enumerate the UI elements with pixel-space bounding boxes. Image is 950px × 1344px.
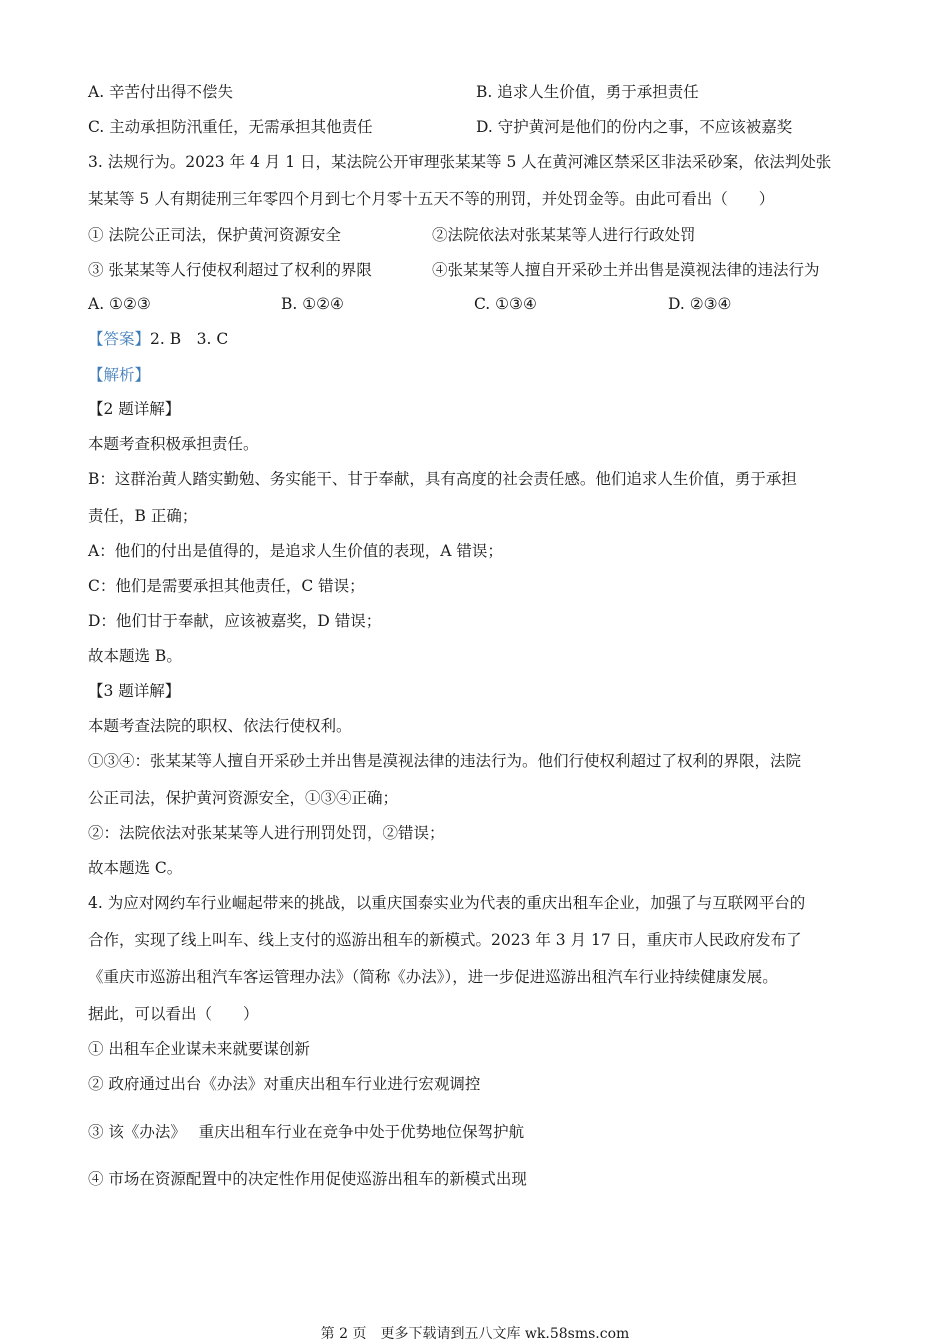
q4-item-2: ② 政府通过出台《办法》对重庆出租车行业进行宏观调控 <box>88 1075 481 1093</box>
q3-detail-line3: 公正司法，保护黄河资源安全，①③④正确； <box>88 789 399 807</box>
q3-item-2: ②法院依法对张某某等人进行行政处罚 <box>432 226 696 244</box>
q3-option-a: A. ①②③ <box>88 295 151 313</box>
q4-item-4: ④ 市场在资源配置中的决定性作用促使巡游出租车的新模式出现 <box>88 1170 527 1188</box>
q2-option-a: A. 辛苦付出得不偿失 <box>88 83 234 101</box>
q3-detail-line5: 故本题选 C。 <box>88 859 183 877</box>
answer-label: 【答案】 <box>88 330 151 348</box>
q2-detail-line3: 责任，B 正确； <box>88 507 198 525</box>
q4-stem-line1: 4. 为应对网约车行业崛起带来的挑战，以重庆国泰实业为代表的重庆出租车企业，加强了与互联网平台的 <box>88 894 806 912</box>
q3-detail-line1: 本题考查法院的职权、依法行使权利。 <box>88 717 352 735</box>
q2-detail-heading: 【2 题详解】 <box>88 400 181 418</box>
q4-stem-line4: 据此，可以看出（ ） <box>88 1005 259 1023</box>
q2-detail-line7: 故本题选 B。 <box>88 647 182 665</box>
q3-detail-line4: ②：法院依法对张某某等人进行刑罚处罚，②错误； <box>88 824 445 842</box>
answer-value: 2. B 3. C <box>150 330 229 348</box>
q3-stem-line2: 某某等 5 人有期徒刑三年零四个月到七个月零十五天不等的刑罚，并处罚金等。由此可看出（ ） <box>88 190 775 208</box>
q3-detail-heading: 【3 题详解】 <box>88 682 181 700</box>
q2-option-d: D. 守护黄河是他们的份内之事，不应该被嘉奖 <box>476 118 793 136</box>
q3-option-d: D. ②③④ <box>668 295 732 313</box>
q4-item-3: ③ 该《办法》 重庆出租车行业在竞争中处于优势地位保驾护航 <box>88 1123 525 1141</box>
answer-line <box>88 329 228 349</box>
q3-stem-line1: 3. 法规行为。2023 年 4 月 1 日，某法院公开审理张某某等 5 人在黄河滩区禁采区非法采砂案，依法判处张 <box>88 153 832 171</box>
q4-item-1: ① 出租车企业谋未来就要谋创新 <box>88 1040 310 1058</box>
q2-detail-line5: C：他们是需要承担其他责任，C 错误； <box>88 577 365 595</box>
q2-detail-line6: D：他们甘于奉献，应该被嘉奖，D 错误； <box>88 612 382 630</box>
q3-item-3: ③ 张某某等人行使权利超过了权利的界限 <box>88 261 372 279</box>
q3-item-4: ④张某某等人擅自开采砂土并出售是漠视法律的违法行为 <box>432 261 820 279</box>
q4-stem-line3: 《重庆市巡游出租汽车客运管理办法》（简称《办法》），进一步促进巡游出租汽车行业持续健康发展。 <box>88 968 778 986</box>
page-footer: 第 2 页 更多下载请到五八文库 wk.58sms.com <box>320 1326 630 1342</box>
q2-option-b: B. 追求人生价值，勇于承担责任 <box>476 83 699 101</box>
q2-option-c: C. 主动承担防汛重任，无需承担其他责任 <box>88 118 373 136</box>
q4-stem-line2: 合作，实现了线上叫车、线上支付的巡游出租车的新模式。2023 年 3 月 17 日，重庆市人民政府发布了 <box>88 931 802 949</box>
q2-detail-line4: A：他们的付出是值得的，是追求人生价值的表现，A 错误； <box>88 542 503 560</box>
q3-option-b: B. ①②④ <box>281 295 344 313</box>
q3-item-1: ① 法院公正司法，保护黄河资源安全 <box>88 226 341 244</box>
analysis-label: 【解析】 <box>88 366 151 384</box>
q2-detail-line2: B：这群治黄人踏实勤勉、务实能干、甘于奉献，具有高度的社会责任感。他们追求人生价值，勇于承担 <box>88 470 797 488</box>
q2-detail-line1: 本题考查积极承担责任。 <box>88 435 259 453</box>
q3-option-c: C. ①③④ <box>474 295 537 313</box>
q3-detail-line2: ①③④：张某某等人擅自开采砂土并出售是漠视法律的违法行为。他们行使权利超过了权利的界限，法院 <box>88 752 802 770</box>
